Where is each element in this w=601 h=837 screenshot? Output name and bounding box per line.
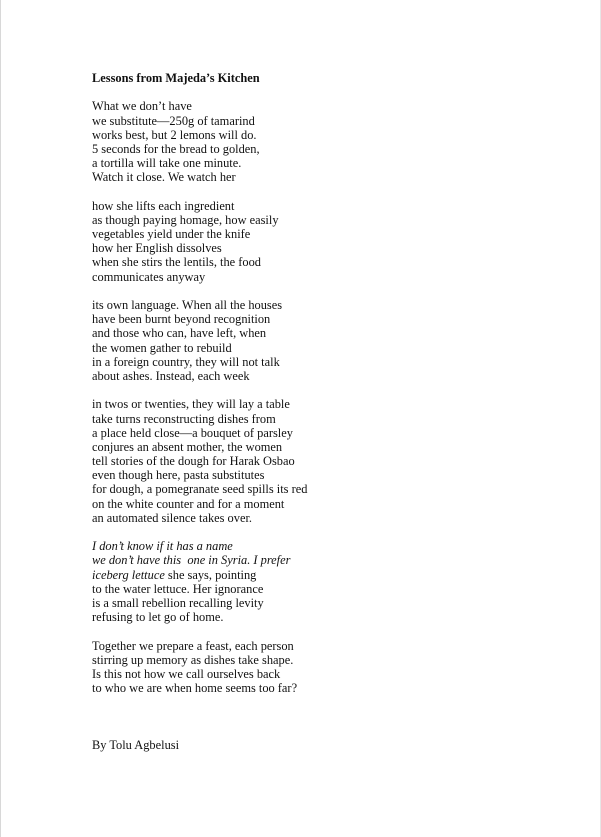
poem-line-text: a place held close—a bouquet of parsley — [92, 425, 293, 440]
poem-line — [92, 553, 552, 567]
poem-line-text: when she stirs the lentils, the food — [92, 255, 261, 270]
poem-line-text: vegetables yield under the knife — [92, 227, 251, 242]
poem-line — [92, 199, 552, 213]
poem-line — [92, 227, 552, 241]
poem-line — [92, 99, 552, 113]
poem-line-text: have been burnt beyond recognition — [92, 312, 271, 327]
stanza-1 — [92, 99, 552, 184]
poem-line — [92, 667, 552, 681]
poem-line — [92, 170, 552, 184]
poem-line-text: iceberg lettuce — [92, 567, 165, 582]
poem-line — [92, 255, 552, 269]
poem-line-text: we substitute—250g of tamarind — [92, 113, 255, 128]
poem-line — [92, 681, 552, 695]
poem-line-text: in a foreign country, they will not talk — [92, 354, 280, 369]
poem-line-text: is a small rebellion recalling levity — [92, 595, 264, 610]
poem-line-text: about ashes. Instead, each week — [92, 368, 250, 383]
poem-line — [92, 610, 552, 624]
poem-line — [92, 341, 552, 355]
poem-line — [92, 298, 552, 312]
poem-line — [92, 426, 552, 440]
poem-line-text: tell stories of the dough for Harak Osbao — [92, 454, 295, 469]
page-edge-left — [0, 0, 1, 837]
poem-line-text: Is this not how we call ourselves back — [92, 666, 281, 681]
poem-line-text: stirring up memory as dishes take shape. — [92, 652, 294, 667]
poem-line — [92, 582, 552, 596]
poem-line-text: a tortilla will take one minute. — [92, 156, 242, 171]
stanza-3 — [92, 298, 552, 383]
poem-line — [92, 397, 552, 411]
poem-line-text: on the white counter and for a moment — [92, 496, 285, 511]
poem-line-text: Watch it close. We watch her — [92, 170, 236, 185]
poem-line — [92, 539, 552, 553]
poem-line-text: 5 seconds for the bread to golden, — [92, 141, 260, 156]
poem-line-text: conjures an absent mother, the women — [92, 439, 283, 454]
poem-line-text: works best, but 2 lemons will do. — [92, 127, 257, 142]
poem-line — [92, 511, 552, 525]
poem-line — [92, 568, 552, 582]
poem-line-text: its own language. When all the houses — [92, 298, 283, 312]
poem-line — [92, 270, 552, 284]
poem-line-text: and those who can, have left, when — [92, 326, 267, 341]
poem-line-text: an automated silence takes over. — [92, 510, 252, 525]
stanza-5 — [92, 539, 552, 624]
poem-line — [92, 454, 552, 468]
poem-line — [92, 653, 552, 667]
poem-line-text: to the water lettuce. Her ignorance — [92, 581, 264, 596]
poem-line — [92, 355, 552, 369]
poem-line-text: the women gather to rebuild — [92, 340, 232, 355]
poem-body — [92, 99, 552, 695]
poem-line — [92, 412, 552, 426]
poem-line-text: refusing to let go of home. — [92, 610, 224, 625]
poem-line — [92, 440, 552, 454]
poem-line — [92, 639, 552, 653]
poem-line — [92, 241, 552, 255]
author-byline: By Tolu Agbelusi — [92, 738, 180, 752]
poem-line — [92, 468, 552, 482]
poem-line — [92, 482, 552, 496]
poem-line-text: we don’t have this one in Syria. I prefer — [92, 553, 291, 568]
stanza-4 — [92, 397, 552, 525]
poem-line-text: to who we are when home seems too far? — [92, 681, 298, 696]
poem-line — [92, 114, 552, 128]
stanza-6 — [92, 639, 552, 696]
poem-line-text-rest: she says, pointing — [164, 567, 257, 582]
poem-line — [92, 156, 552, 170]
poem-title: Lessons from Majeda’s Kitchen — [92, 71, 260, 85]
stanza-2 — [92, 199, 552, 284]
poem-line — [92, 326, 552, 340]
poem-line-text: I don’t know if it has a name — [92, 539, 233, 554]
poem-line-text: communicates anyway — [92, 269, 206, 284]
poem-line-text: in twos or twenties, they will lay a table — [92, 397, 290, 412]
poem-line-text: how her English dissolves — [92, 241, 222, 256]
poem-line-text: how she lifts each ingredient — [92, 198, 235, 213]
poem-line-text: for dough, a pomegranate seed spills its red — [92, 482, 308, 497]
poem-line — [92, 128, 552, 142]
poem — [92, 71, 552, 709]
poem-line — [92, 142, 552, 156]
poem-line — [92, 213, 552, 227]
poem-line — [92, 369, 552, 383]
poem-line-text: take turns reconstructing dishes from — [92, 411, 276, 426]
poem-line — [92, 596, 552, 610]
poem-line — [92, 312, 552, 326]
poem-line-text: as though paying homage, how easily — [92, 212, 279, 227]
poem-line — [92, 497, 552, 511]
poem-line-text: even though here, pasta substitutes — [92, 468, 265, 483]
poem-line-text: Together we prepare a feast, each person — [92, 638, 294, 653]
poem-line-text: What we don’t have — [92, 99, 192, 114]
